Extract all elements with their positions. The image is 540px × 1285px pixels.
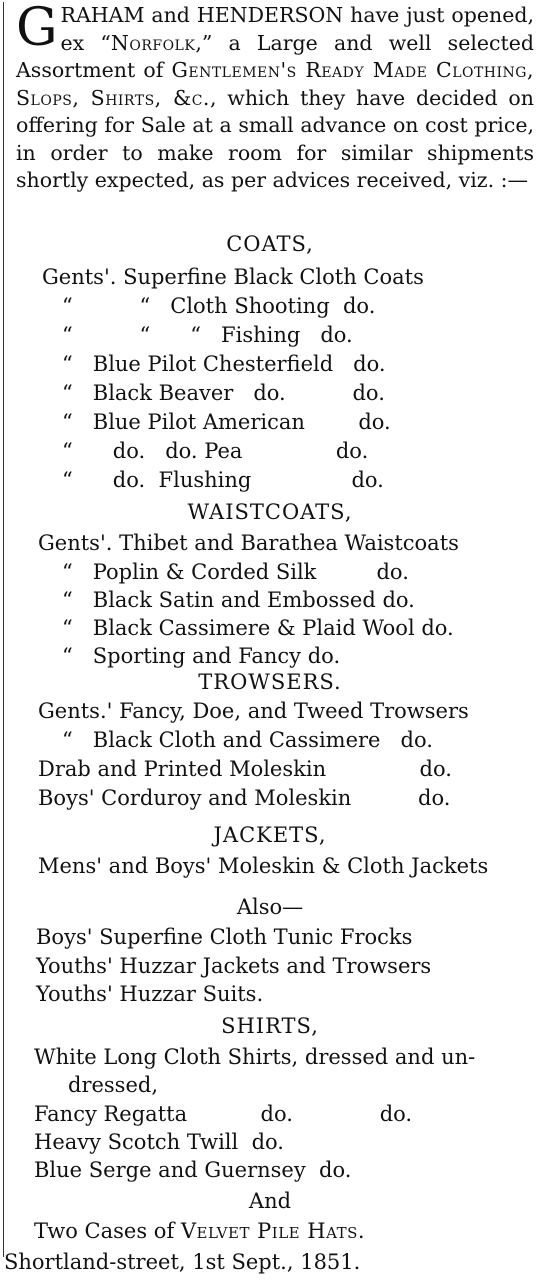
- also-heading: Also—: [236, 895, 304, 919]
- shirts-line: Blue Serge and Guernsey do.: [34, 1158, 352, 1182]
- hats-line: [34, 1218, 365, 1244]
- and-heading: And: [248, 1189, 292, 1213]
- waistcoats-line: Gents'. Thibet and Barathea Waistcoats: [38, 531, 459, 555]
- trowsers-line: “ Black Cloth and Cassimere do.: [62, 728, 433, 752]
- left-column-rule: [3, 2, 4, 1257]
- shirts-line: Heavy Scotch Twill do.: [34, 1130, 284, 1154]
- also-line: Youths' Huzzar Suits.: [36, 982, 264, 1006]
- shirts-line: dressed,: [68, 1073, 159, 1097]
- hats-prefix: Two Cases of: [34, 1219, 181, 1243]
- trowsers-line: Boys' Corduroy and Moleskin do.: [38, 786, 451, 810]
- also-line: Boys' Superfine Cloth Tunic Frocks: [36, 925, 413, 949]
- coats-line: “ Blue Pilot Chesterfield do.: [62, 352, 386, 376]
- intro-paragraph: [16, 2, 534, 195]
- waistcoats-line: “ Sporting and Fancy do.: [62, 644, 341, 668]
- jackets-line: Mens' and Boys' Moleskin & Cloth Jackets: [38, 854, 489, 878]
- coats-line: “ “ “ Fishing do.: [62, 323, 353, 347]
- coats-line: “ “ Cloth Shooting do.: [62, 294, 376, 318]
- intro-text-1: RAHAM and HENDERSON have just opened, ex “: [60, 3, 534, 55]
- coats-line: “ do. do. Pea do.: [62, 439, 369, 463]
- shirts-line: White Long Cloth Shirts, dressed and un-: [34, 1045, 476, 1069]
- trowsers-line: Drab and Printed Moleskin do.: [38, 757, 452, 781]
- waistcoats-line: “ Poplin & Corded Silk do.: [62, 560, 409, 584]
- ship-name: Norfolk: [110, 30, 196, 55]
- also-line: Youths' Huzzar Jackets and Trowsers: [36, 954, 432, 978]
- intro-text-3: , which they have decided on offering for Sale at a small advance on cost price, in order to make room for similar shipments shortly expected, as per advices received, viz. :—: [16, 85, 534, 192]
- coats-line: “ do. Flushing do.: [62, 468, 384, 492]
- coats-line: “ Black Beaver do. do.: [62, 381, 385, 405]
- coats-heading: COATS,: [226, 232, 314, 256]
- goods-description: Gentlemen's Ready Made Clothing, Slops, Shirts, &c.: [16, 58, 534, 110]
- intro-text-2: ,” a Large and well selected Assortment of: [16, 30, 534, 82]
- waistcoats-line: “ Black Satin and Embossed do.: [62, 588, 415, 612]
- hats-name: Velvet Pile Hats.: [180, 1219, 366, 1243]
- shirts-line: Fancy Regatta do. do.: [34, 1102, 413, 1126]
- trowsers-heading: TROWSERS.: [198, 670, 342, 694]
- jackets-heading: JACKETS,: [213, 823, 327, 847]
- shirts-heading: SHIRTS,: [221, 1014, 319, 1038]
- coats-line: “ Blue Pilot American do.: [62, 410, 391, 434]
- coats-line: Gents'. Superfine Black Cloth Coats: [42, 265, 424, 289]
- waistcoats-line: “ Black Cassimere & Plaid Wool do.: [62, 616, 454, 640]
- trowsers-line: Gents.' Fancy, Doe, and Tweed Trowsers: [38, 699, 469, 723]
- drop-cap: G: [16, 0, 58, 58]
- address-date-line: Shortland-street, 1st Sept., 1851.: [4, 1250, 361, 1274]
- waistcoats-heading: WAISTCOATS,: [187, 500, 353, 524]
